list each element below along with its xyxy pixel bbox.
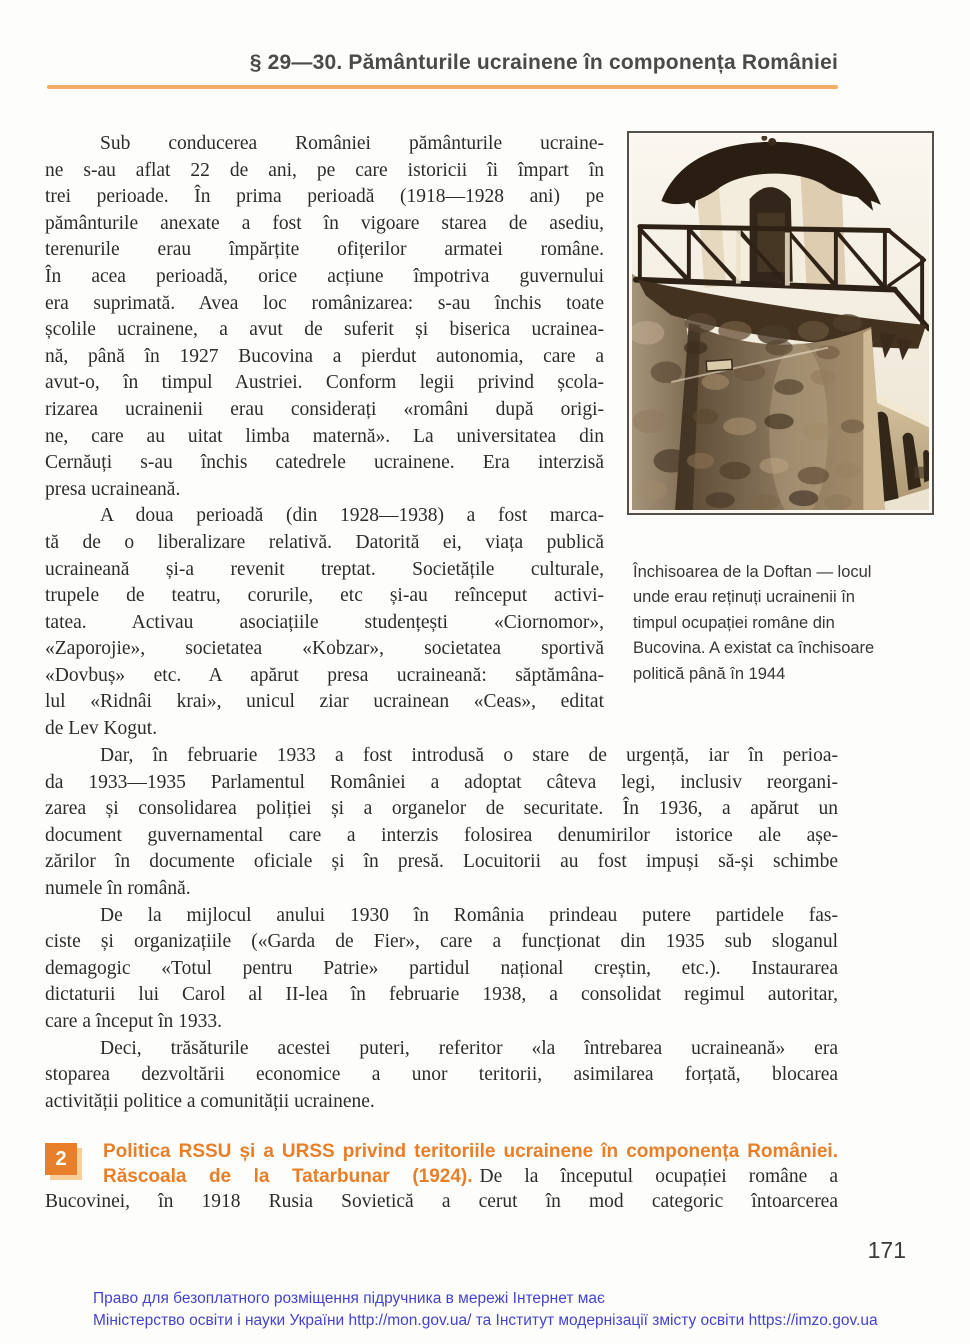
paragraph	[45, 1036, 838, 1116]
section-body-line: Bucovinei, în 1918 Rusia Sovietică a cerut în mod categoric întoarcerea	[45, 1191, 838, 1212]
full-width-text	[45, 743, 838, 1115]
text-line: ne, care au uitat limba maternă». La universitatea din	[45, 425, 604, 447]
text-line: activității politice a comunității ucrainene.	[45, 1090, 375, 1112]
stone-tower	[671, 313, 885, 510]
text-line: tă de o liberalizare relativă. Datorită ei, viața publică	[45, 531, 604, 553]
text-line: Dar, în februarie 1933 a fost introdusă o stare de urgență, iar în perioa-	[100, 745, 838, 766]
page-title: § 29—30. Pământurile ucrainene în componența României	[249, 51, 838, 74]
section-body-start: De la începutul ocupației române a	[479, 1166, 838, 1187]
text-line: era suprimată. Avea loc românizarea: s-au închis toate	[45, 292, 604, 314]
text-line: rizarea ucrainenii erau considerați «români după origi-	[45, 398, 604, 420]
page-number: 171	[867, 1237, 906, 1263]
text-line: «Zaporojie», societatea «Kobzar», societatea sportivă	[45, 638, 604, 660]
text-line: trupele de teatru, corurile, etc și-au reînceput activi-	[45, 585, 604, 607]
figure-caption	[633, 560, 933, 687]
text-line: ucraineană și-a revenit treptat. Societățile culturale,	[45, 558, 604, 580]
text-line: stoparea dezvoltării economice a unor teritorii, asimilarea forțată, blocarea	[45, 1064, 838, 1086]
paragraph	[45, 903, 838, 1036]
text-line: pământurile anexate a fost în vigoare starea de asediu,	[45, 212, 604, 234]
text-line: demagogic «Totul pentru Patrie» partidul național creștin, etc.). Instaurarea	[45, 957, 838, 979]
text-line: Deci, trăsăturile acestei puteri, referitor «la întrebarea ucraineană» era	[100, 1037, 838, 1059]
text-line: de Lev Kogut.	[45, 718, 158, 740]
caption-line: timpul ocupației române din	[633, 613, 835, 632]
text-line: lul «Ridnâi krai», unicul ziar ucrainean «Ceas», editat	[45, 691, 604, 713]
text-line: ne s-au aflat 22 de ani, pe care istoricii îi împart în	[45, 159, 604, 181]
figure	[627, 131, 934, 515]
photo-frame	[627, 131, 934, 515]
body-column	[45, 131, 604, 743]
text-line: A doua perioadă (din 1928—1938) a fost marca-	[100, 505, 604, 527]
paragraph	[45, 743, 838, 903]
caption-line: unde erau reținuți ucrainenii în	[633, 588, 855, 607]
text-line: nă, până în 1927 Bucovina a pierdut autonomia, care a	[45, 345, 604, 367]
title-rule	[47, 85, 838, 89]
paragraph	[45, 131, 604, 503]
paragraph	[45, 503, 604, 742]
section-heading-part-2: Răscoala de la Tatarbunar (1924).	[103, 1166, 473, 1187]
text-line: document guvernamental care a interzis folosirea denumirilor istorice ale așe-	[45, 824, 838, 846]
text-line: zarea și consolidarea poliției și a organelor de securitate. În 1936, a apărut un	[45, 798, 838, 820]
section-number-badge: 2	[45, 1143, 77, 1175]
text-line: tatea. Activau asociațiile studențești «Ciornomor»,	[45, 611, 604, 633]
section-heading-line-2	[103, 1164, 838, 1189]
text-line: da 1933—1935 Parlamentul României a adoptat câteva legi, inclusiv reorgani-	[45, 771, 838, 793]
text-line: De la mijlocul anului 1930 în România prindeau putere partidele fas-	[100, 904, 838, 926]
text-line: numele în română.	[45, 877, 191, 899]
caption-line: Bucovina. A existat ca închisoare	[633, 639, 875, 658]
text-line: dictaturii lui Carol al II-lea în februarie 1938, a consolidat regimul autoritar,	[45, 984, 838, 1006]
text-line: zărilor în documente oficiale și în presă. Locuitorii au fost impuși să-și schimbe	[45, 851, 838, 873]
text-line: ciste și organizațiile («Garda de Fier», care a funcționat din 1935 sub sloganul	[45, 931, 838, 953]
text-line: școlile ucrainene, a avut de suferit și biserica ucrainea-	[45, 319, 604, 341]
doftana-watchtower-photo	[632, 136, 929, 510]
text-line: terenurile erau împărțite ofițerilor armatei române.	[45, 239, 604, 261]
text-line: care a început în 1933.	[45, 1010, 223, 1032]
section-heading-line-1: Politica RSSU și a URSS privind teritoriile ucrainene în componența României.	[103, 1141, 838, 1162]
caption-line: politică până în 1944	[633, 664, 786, 683]
footer	[93, 1288, 878, 1331]
text-line: Sub conducerea României pământurile ucraine-	[100, 133, 604, 154]
text-line: avut-o, în timpul Austriei. Conform legii privind școla-	[45, 372, 604, 394]
text-line: Cernăuți s-au închis catedrele ucrainene. Era interzisă	[45, 452, 604, 474]
footer-line-1: Право для безоплатного розміщення підручника в мережі Інтернет має	[93, 1290, 605, 1307]
footer-line-2: Міністерство освіти і науки України http://mon.gov.ua/ та Інститут модернізації змісту освіти https://imzo.gov.ua	[93, 1311, 878, 1329]
text-line: presa ucraineană.	[45, 478, 181, 500]
caption-line: Închisoarea de la Doftan — locul	[633, 563, 872, 581]
tower-sign	[706, 360, 732, 372]
text-line: În acea perioadă, orice acțiune împotriva guvernului	[45, 265, 604, 287]
text-line: trei perioade. În prima perioadă (1918—1928 ani) pe	[45, 186, 604, 208]
text-line: «Dovbuș» etc. A apărut presa ucraineană: săptămâna-	[45, 664, 604, 686]
